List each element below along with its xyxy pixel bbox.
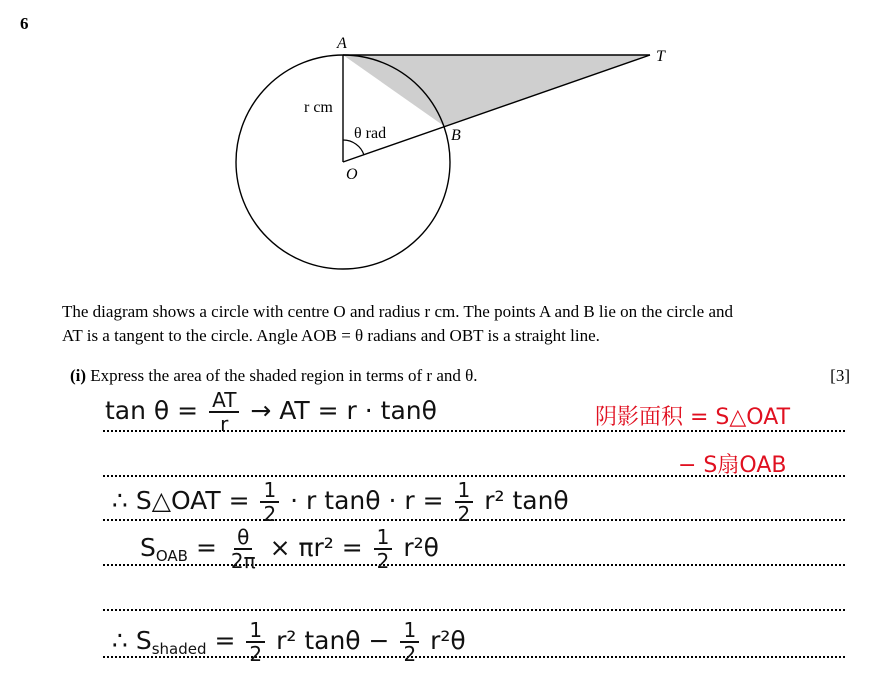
angle-arc: [343, 140, 364, 155]
hw6-den2: 2: [403, 642, 417, 666]
part-i-marks: [3]: [830, 366, 850, 385]
handwriting-red-note-1: 阴影面积 = S△OAT: [595, 405, 791, 430]
hw6-rhs1: r² tanθ −: [276, 626, 390, 655]
handwriting-line-6: [112, 620, 466, 664]
hw3-rhs2: r² tanθ: [484, 486, 569, 515]
hw6-lhs: ∴ S: [112, 626, 152, 655]
hw1-rhs: → AT = r · tanθ: [250, 396, 437, 425]
hw3-fraction-1: [260, 480, 279, 524]
circle-tangent-diagram: [0, 0, 876, 300]
hw4-num2: 1: [374, 527, 393, 550]
hw6-fraction-2: [400, 620, 419, 664]
hw3-lhs: ∴ S△OAT =: [112, 486, 250, 515]
question-number: 6: [20, 14, 29, 33]
hw4-den2: 2: [376, 549, 390, 573]
hw3-fraction-2: [455, 480, 474, 524]
hw3-rhs1: · r tanθ · r =: [290, 486, 444, 515]
label-o: O: [346, 166, 358, 183]
hw1-lhs: tan θ =: [105, 396, 199, 425]
label-radius: r cm: [304, 99, 333, 116]
hw6-rhs2: r²θ: [430, 626, 466, 655]
part-i: [70, 366, 850, 386]
hw1-den: r: [220, 412, 229, 436]
question-stem: [62, 300, 852, 348]
hw6-den: 2: [249, 642, 263, 666]
label-a: A: [337, 35, 347, 52]
hw3-num2: 1: [455, 480, 474, 503]
handwriting-line-1: [105, 390, 437, 434]
hw6-fraction-1: [246, 620, 265, 664]
label-angle: θ rad: [354, 125, 387, 142]
hw6-lhs-sub: shaded: [151, 640, 207, 658]
hw3-num: 1: [260, 480, 279, 503]
part-i-text: Express the area of the shaded region in terms of r and θ.: [90, 366, 478, 385]
label-b: B: [451, 127, 461, 144]
hw4-lhs-sub: OAB: [155, 547, 188, 565]
hw4-rhs2: r²θ: [403, 533, 439, 562]
hw4-rhs1: × πr² =: [269, 533, 363, 562]
hw4-den: 2π: [230, 549, 256, 573]
part-i-label: (i): [70, 366, 87, 385]
hw1-fraction: [209, 390, 239, 434]
hw4-lhs: S: [140, 533, 156, 562]
handwriting-line-3: [112, 480, 569, 524]
hw6-num2: 1: [400, 620, 419, 643]
hw3-den: 2: [263, 502, 277, 526]
label-t: T: [656, 48, 665, 65]
hw6-num: 1: [246, 620, 265, 643]
hw6-eq: =: [214, 626, 236, 655]
stem-line-2: AT is a tangent to the circle. Angle AOB = θ radians and OBT is a straight line.: [62, 326, 600, 345]
hw4-eq: =: [195, 533, 217, 562]
handwriting-line-4: [140, 527, 439, 571]
hw4-num: θ: [234, 527, 252, 550]
hw4-fraction-2: [374, 527, 393, 571]
hw1-num: AT: [209, 390, 239, 413]
hw4-fraction-1: [228, 527, 259, 571]
handwriting-red-note-2: − S扇OAB: [678, 453, 787, 478]
hw3-den2: 2: [457, 502, 471, 526]
answer-line-5: [103, 609, 845, 611]
stem-line-1: The diagram shows a circle with centre O and radius r cm. The points A and B lie on the circle and: [62, 302, 733, 321]
